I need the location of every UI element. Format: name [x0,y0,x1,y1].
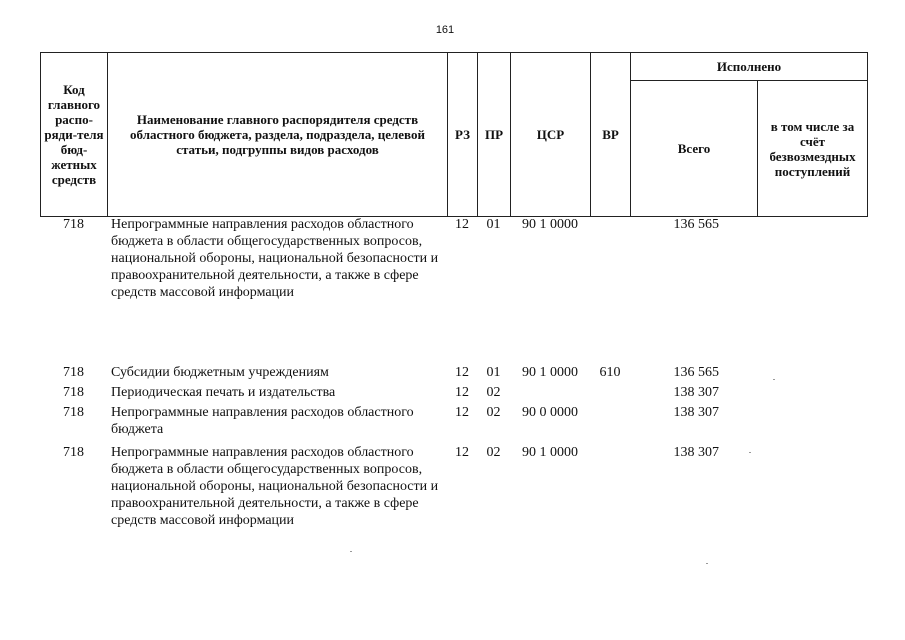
scan-speck [749,452,751,453]
header-executed: Исполнено [631,53,868,81]
data-table [40,216,867,554]
cell-pr: 01 [486,365,501,380]
cell-incl [757,444,867,554]
cell-name: Субсидии бюджетным учреждениям [111,365,329,380]
scan-speck [706,563,708,564]
cell-vr [590,384,630,404]
cell-total: 138 307 [673,405,719,420]
header-vr: ВР [591,53,631,217]
header-code: Код главного распо-ряди-теля бюд-жетных средств [41,53,108,217]
scan-speck [350,551,352,552]
cell-pr: 02 [486,405,501,420]
scan-speck [773,379,775,380]
cell-rz: 12 [455,385,469,400]
cell-vr: 610 [599,365,621,380]
cell-name: Непрограммные направления расходов областного бюджета [111,405,414,437]
cell-total: 138 307 [673,385,719,400]
cell-total: 136 565 [673,217,719,232]
header-name: Наименование главного распорядителя средств областного бюджета, раздела, подраздела, целевой статьи, подгруппы видов расходов [108,53,448,217]
cell-incl [757,404,867,444]
header-csr: ЦСР [511,53,591,217]
cell-vr [590,404,630,444]
cell-pr: 02 [486,445,501,460]
cell-name: Периодическая печать и издательства [111,385,336,400]
cell-rz: 12 [455,445,469,460]
cell-csr: 90 1 0000 [522,365,578,380]
cell-incl [757,364,867,384]
cell-total: 138 307 [673,445,719,460]
table-row [40,364,867,384]
cell-rz: 12 [455,405,469,420]
header-rz: РЗ [448,53,478,217]
cell-total: 136 565 [673,365,719,380]
table-row [40,216,867,364]
cell-vr [590,444,630,554]
table-row [40,404,867,444]
cell-incl [757,216,867,364]
cell-csr: 90 1 0000 [522,445,578,460]
cell-code: 718 [63,445,84,460]
cell-csr: 90 1 0000 [522,217,578,232]
cell-code: 718 [63,217,84,232]
header-incl-grants: в том числе за счёт безвозмездных поступлений [758,81,868,217]
cell-csr [510,384,590,404]
cell-rz: 12 [455,365,469,380]
table-row [40,444,867,554]
cell-csr: 90 0 0000 [522,405,578,420]
table-header [40,52,868,217]
cell-pr: 02 [486,385,501,400]
cell-name: Непрограммные направления расходов областного бюджета в области общегосударственных вопросов, национальной обороны, национальной безопасности и правоохранительной деятельности, а также в сфере средств массовой информации [111,445,439,528]
header-pr: ПР [478,53,511,217]
cell-incl [757,384,867,404]
cell-code: 718 [63,365,84,380]
cell-pr: 01 [486,217,501,232]
header-total: Всего [631,81,758,217]
page-number: 161 [435,24,455,36]
cell-rz: 12 [455,217,469,232]
table-row [40,384,867,404]
cell-vr [590,216,630,364]
cell-code: 718 [63,385,84,400]
cell-name: Непрограммные направления расходов областного бюджета в области общегосударственных вопросов, национальной обороны, национальной безопасности и правоохранительной деятельности, а также в сфере средств массовой информации [111,217,439,300]
cell-code: 718 [63,405,84,420]
